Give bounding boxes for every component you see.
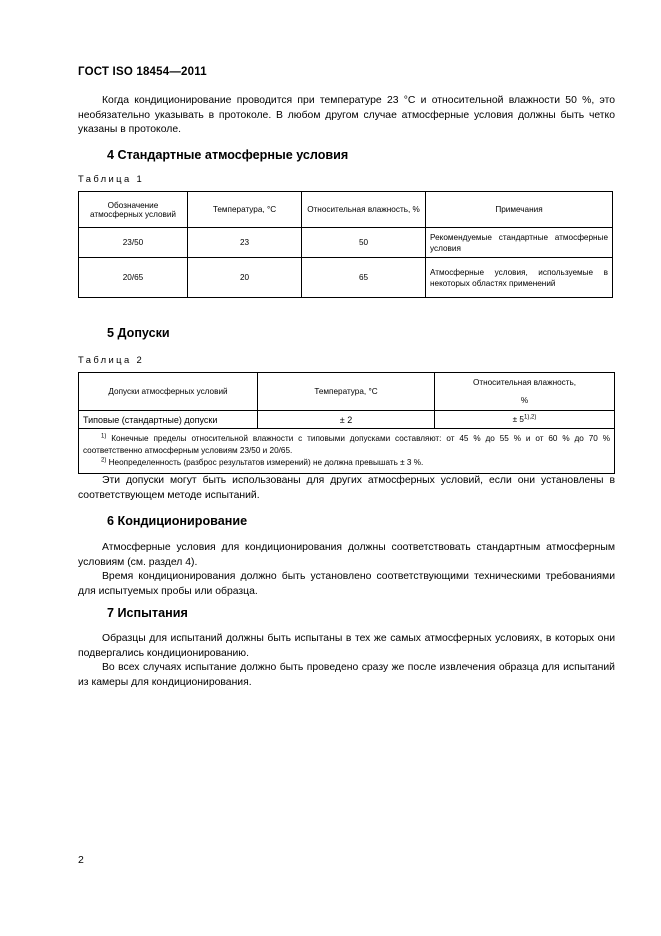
footnote-2-mark: 2)	[101, 457, 107, 464]
section-7-title: 7 Испытания	[107, 606, 188, 620]
section-6-text-1: Атмосферные условия для кондиционирования должны соответствовать стандартным атмосферным условиям (см. раздел 4).	[78, 542, 615, 568]
table-1-caption: Таблица 1	[78, 173, 145, 184]
section-6-paragraph-1	[78, 541, 615, 570]
table-1-header-row	[79, 192, 613, 228]
footnote-1	[83, 433, 610, 457]
section-5-paragraph	[78, 474, 615, 503]
footnote-1-mark: 1)	[101, 433, 107, 440]
table-row	[79, 411, 615, 429]
table-cell: 23/50	[79, 228, 188, 258]
table-2-header-cell: Допуски атмосферных условий	[79, 373, 258, 411]
table-footnotes	[79, 429, 615, 474]
intro-text: Когда кондиционирование проводится при температуре 23 °С и относительной влажности 50 %, это необязательно указывать в протоколе. В любом другом случае атмосферные условия должны быть четко указаны в протоколе.	[78, 95, 615, 135]
table-1-header-cell: Примечания	[426, 192, 613, 228]
section-7-text-2: Во всех случаях испытание должно быть проведено сразу же после извлечения образца для испытаний из камеры для кондиционирования.	[78, 662, 615, 688]
footnote-2	[83, 457, 610, 469]
table-cell: 20	[188, 258, 302, 298]
table-2	[78, 372, 615, 474]
section-6-text-2: Время кондиционирования должно быть установлено соответствующими техническими требованиями для испытуемых пробы или образца.	[78, 571, 615, 597]
table-row	[79, 228, 613, 258]
table-cell: Типовые (стандартные) допуски	[79, 411, 258, 429]
section-7-text-1: Образцы для испытаний должны быть испытаны в тех же самых атмосферных условиях, в которых они подвергались кондиционированию.	[78, 633, 615, 659]
footnote-2-text: Неопределенность (разброс результатов измерений) не должна превышать ± 3 %.	[108, 458, 424, 467]
footnote-1-text: Конечные пределы относительной влажности с типовыми допусками составляют: от 45 % до 55 % и от 60 % до 70 % соответственно атмосферным условиям 23/50 и 20/65.	[83, 434, 610, 455]
table-2-caption: Таблица 2	[78, 354, 145, 365]
table-cell: 50	[302, 228, 426, 258]
section-6-paragraph-2	[78, 570, 615, 599]
section-7-paragraph-1	[78, 632, 615, 661]
intro-paragraph	[78, 94, 615, 138]
table-2-header-cell: Температура, °С	[258, 373, 435, 411]
table-cell: 65	[302, 258, 426, 298]
table-cell	[435, 411, 615, 429]
table-2-header-cell	[435, 373, 615, 411]
table-cell: 23	[188, 228, 302, 258]
section-7-paragraph-2	[78, 661, 615, 690]
table-1-header-cell: Температура, °С	[188, 192, 302, 228]
table-row	[79, 258, 613, 298]
humidity-header-unit: %	[520, 395, 529, 405]
table-1-header-cell: Обозначение атмосферных условий	[79, 192, 188, 228]
humidity-header-label: Относительная влажность,	[472, 377, 577, 387]
footnote-ref: 1),2)	[523, 414, 537, 421]
table-cell: ± 2	[258, 411, 435, 429]
section-4-title: 4 Стандартные атмосферные условия	[107, 148, 349, 162]
page-number: 2	[78, 854, 84, 866]
table-2-header-row	[79, 373, 615, 411]
table-1-header-cell: Относительная влажность, %	[302, 192, 426, 228]
table-1	[78, 191, 613, 298]
table-footnotes-row	[79, 429, 615, 474]
table-cell: Атмосферные условия, используемые в некоторых областях применений	[426, 258, 613, 298]
table-cell: 20/65	[79, 258, 188, 298]
humidity-tolerance-value: ± 5	[512, 415, 524, 424]
section-6-title: 6 Кондиционирование	[107, 514, 248, 528]
section-5-text: Эти допуски могут быть использованы для других атмосферных условий, если они установлены в соответствующем методе испытаний.	[78, 475, 615, 501]
document-header: ГОСТ ISO 18454—2011	[78, 66, 207, 78]
section-5-title: 5 Допуски	[107, 326, 170, 340]
table-cell: Рекомендуемые стандартные атмосферные условия	[426, 228, 613, 258]
